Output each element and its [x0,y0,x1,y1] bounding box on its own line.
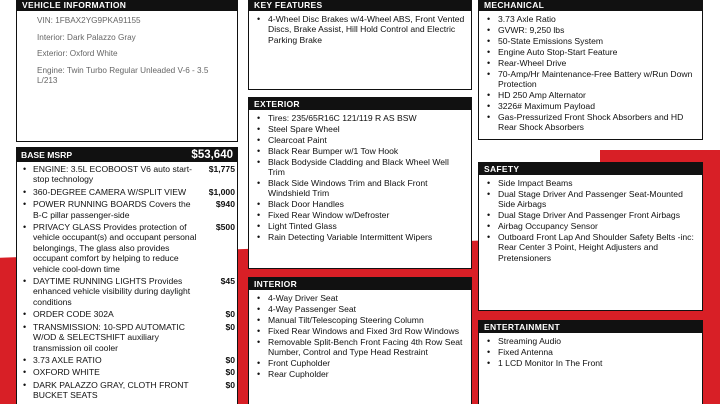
entertainment-item: • Fixed Antenna [483,347,696,357]
entertainment-title: ENTERTAINMENT [479,321,702,333]
safety-item: • Outboard Front Lap And Shoulder Safety Belts -inc: Rear Center 3 Point, Height Adjusters and Pretensioners [483,232,696,263]
option-description: • 360-DEGREE CAMERA W/SPLIT VIEW [33,186,187,197]
option-description: • ENGINE: 3.5L ECOBOOST V6 auto start-stop technology [33,164,193,185]
option-item [21,380,235,401]
mechanical-item: • GVWR: 9,250 lbs [483,25,696,35]
option-description: • DAYTIME RUNNING LIGHTS Provides enhanced vehicle visibility during daylight conditions [33,276,191,307]
interior-item: • Front Cupholder [253,358,465,368]
mechanical-item: • 50-State Emissions System [483,36,696,46]
safety-item: • Dual Stage Driver And Passenger Seat-Mounted Side Airbags [483,189,696,210]
interior-item: • Removable Split-Bench Front Facing 4th Row Seat Number, Control and Type Head Restraint [253,337,465,358]
entertainment-item: • 1 LCD Monitor In The Front [483,358,696,368]
mechanical-item: • Rear-Wheel Drive [483,58,696,68]
mechanical-title: MECHANICAL [479,0,702,11]
option-description: • PRIVACY GLASS Provides protection of vehicle occupant(s) and occupant personal belongings, The glass also provides occupant comfort by helping to reduce vehicle cool-down time [33,222,197,274]
option-price: $0 [225,321,235,332]
entertainment-panel [478,320,703,404]
vin-text: VIN: 1FBAX2YG9PKA91155 [37,16,141,25]
mechanical-item: • 70-Amp/Hr Maintenance-Free Battery w/Run Down Protection [483,69,696,90]
base-msrp-header [17,148,237,162]
option-description: • ORDER CODE 302A [33,309,114,320]
exterior-title: EXTERIOR [249,98,471,110]
exterior-item: • Black Door Handles [253,199,465,209]
exterior-item: • Steel Spare Wheel [253,124,465,134]
option-item [21,222,235,274]
key-features-title: KEY FEATURES [249,0,471,11]
exterior-item: • Black Side Windows Trim and Black Front Windshield Trim [253,178,465,199]
option-price: $0 [225,354,235,365]
safety-title: SAFETY [479,163,702,175]
interior-item: • 4-Way Passenger Seat [253,304,465,314]
mechanical-panel [478,0,703,140]
option-price: $1,000 [208,186,235,197]
option-price: $1,775 [208,164,235,174]
mechanical-item: • 3226# Maximum Payload [483,101,696,111]
engine-text: Engine: Twin Turbo Regular Unleaded V-6 - 3.5 L/213 [37,65,209,86]
option-description: • DARK PALAZZO GRAY, CLOTH FRONT BUCKET SEATS [33,379,189,401]
option-price: $0 [225,309,235,320]
option-price: $500 [215,222,235,233]
exterior-color-text: Exterior: Oxford White [37,49,118,59]
interior-color-text: Interior: Dark Palazzo Gray [37,32,136,42]
safety-panel [478,162,703,311]
key-feature-item: • 4-Wheel Disc Brakes w/4-Wheel ABS, Front Vented Discs, Brake Assist, Hill Hold Control and Electric Parking Brake [253,14,465,45]
exterior-item: • Tires: 235/65R16C 121/119 R AS BSW [253,113,465,123]
base-msrp-panel [16,147,238,404]
exterior-panel [248,97,472,269]
vehicle-information-title: VEHICLE INFORMATION [17,0,237,11]
base-msrp-value: $53,640 [191,149,233,161]
interior-item: • 4-Way Driver Seat [253,293,465,303]
option-description: • 3.73 AXLE RATIO [33,354,102,365]
interior-item: • Rear Cupholder [253,369,465,379]
option-price: $0 [225,379,235,390]
option-item [21,367,235,377]
safety-item: • Dual Stage Driver And Passenger Front Airbags [483,210,696,220]
exterior-item: • Rain Detecting Variable Intermittent Wipers [253,232,465,242]
mechanical-item: • 3.73 Axle Ratio [483,14,696,24]
safety-item: • Side Impact Beams [483,178,696,188]
option-price: $45 [220,276,235,287]
option-list [17,162,237,401]
option-item [21,322,235,353]
mechanical-item: • HD 250 Amp Alternator [483,90,696,100]
option-item [21,164,235,185]
option-item [21,355,235,365]
option-item [21,276,235,307]
mechanical-item: • Engine Auto Stop-Start Feature [483,47,696,57]
mechanical-item: • Gas-Pressurized Front Shock Absorbers and HD Rear Shock Absorbers [483,112,696,133]
option-item [21,187,235,197]
exterior-item: • Light Tinted Glass [253,221,465,231]
option-description: • POWER RUNNING BOARDS Covers the B-C pillar passenger-side [33,199,191,220]
safety-item: • Airbag Occupancy Sensor [483,221,696,231]
option-price: $940 [215,199,235,210]
interior-item: • Manual Tilt/Telescoping Steering Column [253,315,465,325]
option-item [21,199,235,220]
option-item [21,309,235,319]
option-description: • OXFORD WHITE [33,367,100,378]
exterior-item: • Fixed Rear Window w/Defroster [253,210,465,220]
key-features-panel [248,0,472,90]
base-msrp-label: BASE MSRP [21,150,73,160]
option-description: • TRANSMISSION: 10-SPD AUTOMATIC W/OD & SELECTSHIFT auxiliary transmission oil cooler [33,321,186,353]
exterior-item: • Black Rear Bumper w/1 Tow Hook [253,146,465,156]
entertainment-item: • Streaming Audio [483,336,696,346]
interior-item: • Fixed Rear Windows and Fixed 3rd Row Windows [253,326,465,336]
interior-title: INTERIOR [249,278,471,290]
interior-panel [248,277,472,404]
vehicle-information-panel [16,0,238,142]
option-price: $0 [225,367,235,378]
exterior-item: • Black Bodyside Cladding and Black Wheel Well Trim [253,157,465,178]
exterior-item: • Clearcoat Paint [253,135,465,145]
